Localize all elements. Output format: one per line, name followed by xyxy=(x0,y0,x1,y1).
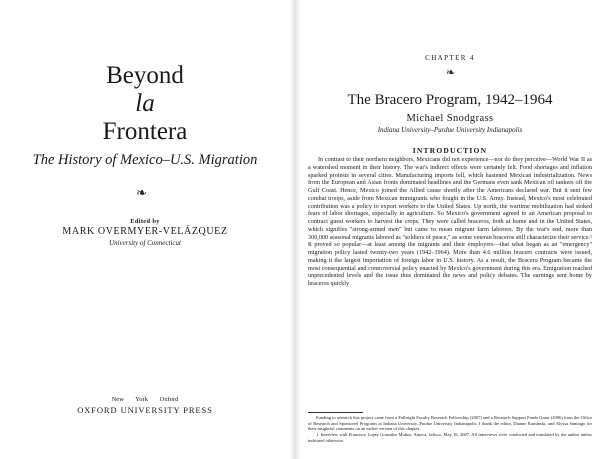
book-title-line-3: Frontera xyxy=(102,118,188,145)
edited-by-label: Edited by xyxy=(130,218,160,225)
chapter-label: CHAPTER 4 xyxy=(425,54,475,62)
footnotes xyxy=(308,415,592,444)
fleuron-ornament-icon: ❧ xyxy=(136,185,147,200)
publisher-name: OXFORD UNIVERSITY PRESS xyxy=(77,405,213,415)
section-heading: INTRODUCTION xyxy=(412,146,488,155)
fleuron-ornament-icon: ❧ xyxy=(446,67,456,79)
book-subtitle: The History of Mexico–U.S. Migration xyxy=(32,152,258,168)
body-paragraph: In contrast to their northern neighbors, Mexicans did not experience—nor do they perceive—World War II as a watershed moment in their history. The war's indirect effects were certainly felt. Food shortages and inflation sparked protests in several cities. Manufacturing imports fell, which hastened Mexican industrialization. News from the European and Asian fronts dominated headlines and the Germans even sank Mexican oil tankers off the Gulf Coast. Hence, Mexico joined the Allied cause shortly after the Americans declared war. But it sent few combat troops, aside from Mexican immigrants who fought in the U.S. Army. Instead, Mexico's most celebrated contribution was a policy to export workers to the United States. Up north, the wartime mobilization had stoked fears of labor shortages, especially in agriculture. So Mexico's government agreed to an American proposal to contract guest workers to harvest the crops. They were called braceros, both at home and in the United States, which signifies "strong-armed men" but came to mean migrant farm laborers. By the war's end, more than 300,000 seasonal migrants labored as "soldiers of peace," as some veteran braceros still characterize their service.¹ It proved so popular—at least among the migrants and their employers—that what began as an "emergency" migration policy lasted twenty-two years (1942–1964). More than 4.6 million bracero contracts were issued, making it the largest importation of foreign labor in U.S. history. As a result, the Bracero Program became the most consequential and controversial policy enacted by Mexico's government during this era. Emigration reached unprecedented levels and the issue thus dominated the news and policy debates. The earnings sent home by braceros quickly xyxy=(308,156,592,287)
footnote-1: 1. Interview with Francisco Lopez González Muñoz, Ameca, Jalisco, May 16, 2007. All interviews were conducted and translated by the author unless indicated otherwise. xyxy=(308,432,592,443)
title-page xyxy=(0,0,290,459)
chapter-title: The Bracero Program, 1942–1964 xyxy=(347,92,553,108)
footnote-funding: Funding to research this project came from a Fulbright Faculty Research Fellowship (2007) and a Research Support Funds Grant (2006) from the Office of Research and Sponsored Programs at Indiana University–Purdue University Indianapolis. I thank the editor, Dianne Kaminski, and Alyssa Santiago for their insightful comments on an earlier version of this chapter. xyxy=(308,415,592,432)
footnote-rule xyxy=(308,412,363,413)
chapter-author: Michael Snodgrass xyxy=(406,113,494,124)
book-title-line-1: Beyond xyxy=(106,62,184,89)
editor-affiliation: University of Connecticut xyxy=(109,239,181,247)
book-title-line-2: la xyxy=(135,90,155,117)
author-affiliation: Indiana University–Purdue University Indianapolis xyxy=(377,126,523,134)
editor-name: MARK OVERMYER-VELÁZQUEZ xyxy=(62,226,228,237)
chapter-page xyxy=(300,0,600,459)
publisher-cities: New York Oxford xyxy=(111,396,179,403)
